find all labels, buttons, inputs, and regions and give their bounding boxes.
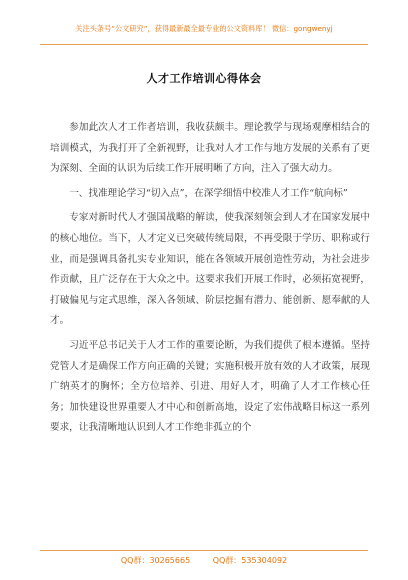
footer-qq-group-1: QQ群：30265665 [120, 556, 191, 565]
document-title: 人才工作培训心得体会 [146, 72, 262, 85]
document-body [50, 118, 370, 443]
footer-divider [40, 550, 368, 551]
header-divider [40, 44, 368, 45]
header-banner: 关注头条号“公文研究”，获得最新最全最专业的公文资料库！ 微信：gongwenyj [75, 24, 333, 33]
body-paragraph: 习近平总书记关于人才工作的重要论断，为我们提供了根本遵循。坚持党管人才是确保工作方向正确的关键；实施积极开放有效的人才政策，展现广纳英才的胸怀；全方位培养、引进、用好人才，明确了人才工作核心任务；加快建设世界重要人才中心和创新高地，设定了宏伟战略目标这一系列要求，让我清晰地认识到人才工作绝非孤立的个 [50, 339, 370, 434]
footer-qq-group-2: QQ群：535304092 [212, 556, 288, 565]
section-heading-1: 一、找准理论学习“切入点”，在深学细悟中校准人才工作“航向标” [69, 187, 348, 199]
body-paragraph: 专家对新时代人才强国战略的解读，使我深刻领会到人才在国家发展中的核心地位。当下，人才定义已突破传统局限，不再受限于学历、职称或行业，而是强调具备扎实专业知识，能在各领域开展创造性劳动，为社会进步作贡献，且广泛存在于大众之中。这要求我们开展工作时，必须拓宽视野，打破偏见与定式思维，深入各领域、阶层挖掘有潜力、能创新、愿奉献的人才。 [50, 212, 370, 327]
intro-paragraph: 参加此次人才工作者培训，我收获颇丰。理论教学与现场观摩相结合的培训模式，为我打开了全新视野，让我对人才工作与地方发展的关系有了更为深刻、全面的认识为后续工作开展明晰了方向，注入了强大动力。 [50, 122, 370, 175]
footer [0, 555, 408, 566]
